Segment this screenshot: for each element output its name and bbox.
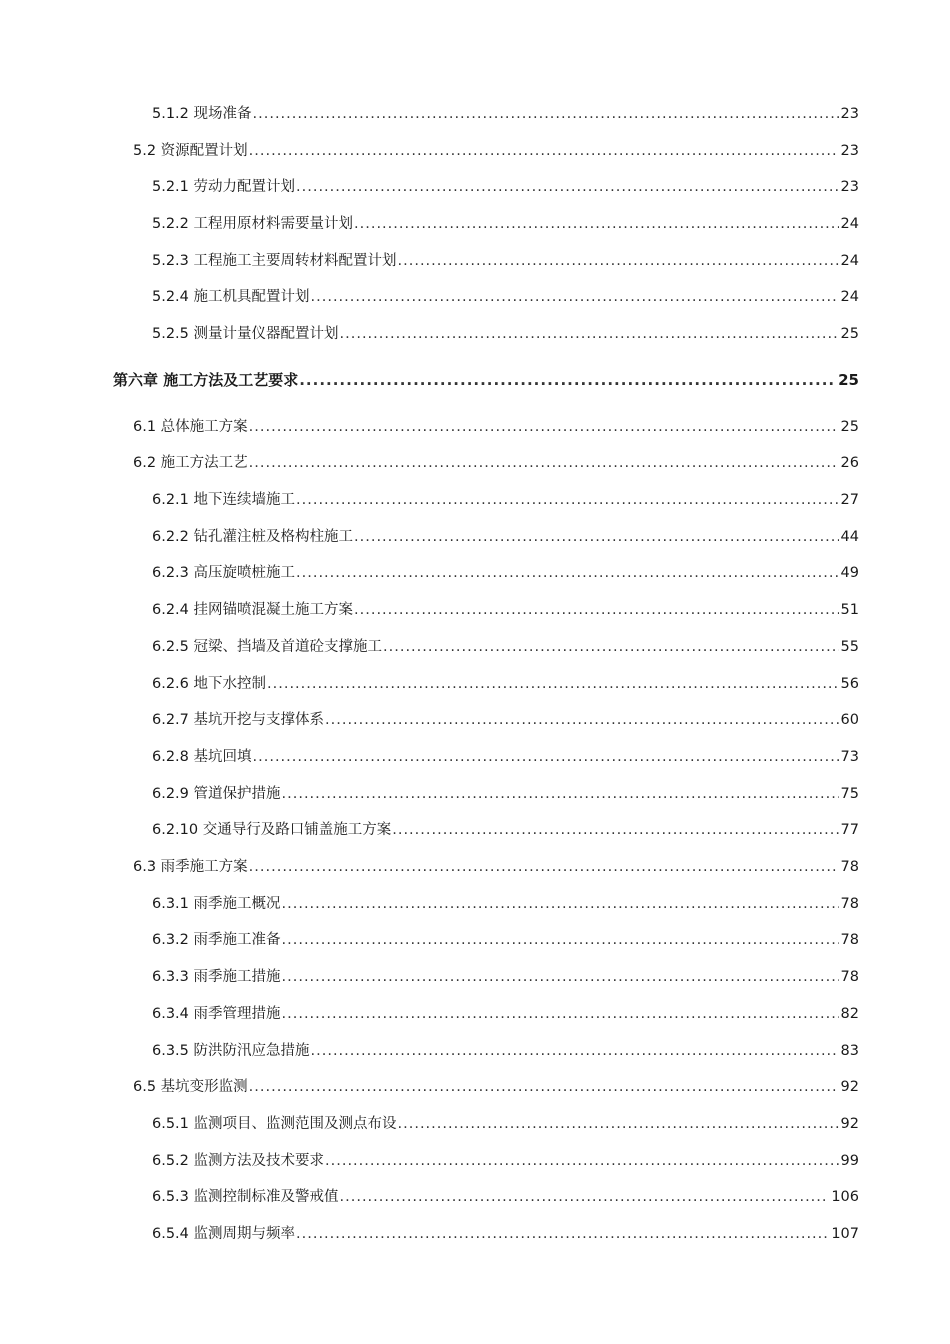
toc-entry-5-2-5[interactable] bbox=[152, 322, 859, 346]
toc-entry-page: 23 bbox=[840, 106, 859, 122]
toc-entry-page: 24 bbox=[840, 216, 859, 232]
toc-entry-page: 99 bbox=[840, 1153, 859, 1169]
dot-leader bbox=[296, 1222, 829, 1246]
dot-leader bbox=[282, 1002, 839, 1026]
toc-entry-6-5-4[interactable] bbox=[152, 1222, 859, 1246]
toc-entry-6-2-7[interactable] bbox=[152, 708, 859, 732]
dot-leader bbox=[249, 139, 839, 163]
dot-leader bbox=[383, 635, 839, 659]
toc-entry-label: 6.2.7 基坑开挖与支撑体系 bbox=[152, 712, 325, 728]
toc-entry-5-2-1[interactable] bbox=[152, 175, 859, 199]
toc-entry-page: 24 bbox=[840, 289, 859, 305]
dot-leader bbox=[282, 892, 839, 916]
toc-entry-5-2-4[interactable] bbox=[152, 285, 859, 309]
dot-leader bbox=[249, 1075, 839, 1099]
dot-leader bbox=[340, 1185, 830, 1209]
toc-entry-6-5-3[interactable] bbox=[152, 1185, 859, 1209]
toc-entry-page: 26 bbox=[840, 455, 859, 471]
dot-leader bbox=[282, 928, 839, 952]
toc-entry-label: 6.1 总体施工方案 bbox=[133, 419, 248, 435]
toc-entry-page: 83 bbox=[840, 1043, 859, 1059]
dot-leader bbox=[311, 285, 839, 309]
toc-entry-6-3[interactable] bbox=[133, 855, 859, 879]
toc-entry-page: 23 bbox=[840, 179, 859, 195]
dot-leader bbox=[311, 1039, 839, 1063]
dot-leader bbox=[249, 415, 839, 439]
toc-entry-label: 6.2.2 钻孔灌注桩及格构柱施工 bbox=[152, 529, 354, 545]
toc-entry-6-2-6[interactable] bbox=[152, 672, 859, 696]
toc-entry-label: 6.5.2 监测方法及技术要求 bbox=[152, 1153, 325, 1169]
dot-leader bbox=[354, 525, 839, 549]
toc-entry-6-5-2[interactable] bbox=[152, 1149, 859, 1173]
toc-entry-6-3-2[interactable] bbox=[152, 928, 859, 952]
toc-entry-page: 78 bbox=[840, 932, 859, 948]
toc-entry-label: 6.2.9 管道保护措施 bbox=[152, 786, 281, 802]
toc-entry-6-3-1[interactable] bbox=[152, 892, 859, 916]
toc-entry-page: 78 bbox=[840, 859, 859, 875]
toc-entry-6-2-5[interactable] bbox=[152, 635, 859, 659]
toc-entry-label: 6.2.1 地下连续墙施工 bbox=[152, 492, 296, 508]
toc-entry-page: 44 bbox=[840, 529, 859, 545]
toc-entry-5-1-2[interactable] bbox=[152, 102, 859, 126]
toc-entry-6-1[interactable] bbox=[133, 415, 859, 439]
toc-entry-label: 5.2.1 劳动力配置计划 bbox=[152, 179, 296, 195]
toc-entry-page: 92 bbox=[840, 1079, 859, 1095]
toc-entry-page: 78 bbox=[840, 896, 859, 912]
toc-entry-label: 6.3.3 雨季施工措施 bbox=[152, 969, 281, 985]
toc-entry-label: 6.5.4 监测周期与频率 bbox=[152, 1226, 296, 1242]
toc-entry-page: 25 bbox=[840, 419, 859, 435]
toc-entry-label: 5.2.4 施工机具配置计划 bbox=[152, 289, 310, 305]
toc-entry-6-2-1[interactable] bbox=[152, 488, 859, 512]
dot-leader bbox=[282, 965, 839, 989]
dot-leader bbox=[354, 598, 839, 622]
toc-entry-label: 6.2 施工方法工艺 bbox=[133, 455, 248, 471]
dot-leader bbox=[325, 708, 839, 732]
toc-entry-label: 6.3.4 雨季管理措施 bbox=[152, 1006, 281, 1022]
toc-entry-page: 107 bbox=[831, 1226, 859, 1242]
toc-entry-label: 5.2.5 测量计量仪器配置计划 bbox=[152, 326, 339, 342]
toc-entry-label: 6.5.3 监测控制标准及警戒值 bbox=[152, 1189, 339, 1205]
toc-entry-page: 25 bbox=[838, 371, 859, 389]
toc-entry-6-2-3[interactable] bbox=[152, 561, 859, 585]
toc-entry-page: 23 bbox=[840, 143, 859, 159]
toc-entry-label: 5.2.2 工程用原材料需要量计划 bbox=[152, 216, 354, 232]
toc-entry-label: 6.3.5 防洪防汛应急措施 bbox=[152, 1043, 310, 1059]
toc-entry-page: 55 bbox=[840, 639, 859, 655]
toc-entry-page: 73 bbox=[840, 749, 859, 765]
toc-entry-6-2-2[interactable] bbox=[152, 525, 859, 549]
toc-entry-label: 5.2.3 工程施工主要周转材料配置计划 bbox=[152, 253, 397, 269]
dot-leader bbox=[282, 782, 839, 806]
toc-entry-page: 24 bbox=[840, 253, 859, 269]
toc-entry-6-3-5[interactable] bbox=[152, 1039, 859, 1063]
toc-entry-page: 27 bbox=[840, 492, 859, 508]
toc-entry-label: 6.2.6 地下水控制 bbox=[152, 676, 267, 692]
toc-entry-6-3-3[interactable] bbox=[152, 965, 859, 989]
toc-entry-label: 6.2.8 基坑回填 bbox=[152, 749, 252, 765]
toc-entry-label: 6.2.3 高压旋喷桩施工 bbox=[152, 565, 296, 581]
toc-entry-page: 82 bbox=[840, 1006, 859, 1022]
toc-entry-label: 6.2.5 冠梁、挡墙及首道砼支撑施工 bbox=[152, 639, 383, 655]
dot-leader bbox=[267, 672, 839, 696]
toc-entry-5-2-3[interactable] bbox=[152, 249, 859, 273]
toc-entry-label: 6.5.1 监测项目、监测范围及测点布设 bbox=[152, 1116, 397, 1132]
toc-entry-chapter-6[interactable] bbox=[113, 368, 859, 392]
toc-entry-page: 77 bbox=[840, 822, 859, 838]
dot-leader bbox=[398, 249, 839, 273]
toc-entry-page: 106 bbox=[831, 1189, 859, 1205]
toc-entry-label: 6.2.4 挂网锚喷混凝土施工方案 bbox=[152, 602, 354, 618]
toc-entry-label: 6.3 雨季施工方案 bbox=[133, 859, 248, 875]
toc-entry-label: 6.5 基坑变形监测 bbox=[133, 1079, 248, 1095]
dot-leader bbox=[325, 1149, 839, 1173]
dot-leader bbox=[299, 368, 836, 392]
toc-entry-label: 6.3.2 雨季施工准备 bbox=[152, 932, 281, 948]
dot-leader bbox=[398, 1112, 839, 1136]
toc-entry-page: 75 bbox=[840, 786, 859, 802]
toc-entry-6-2-10[interactable] bbox=[152, 818, 859, 842]
toc-entry-label: 6.2.10 交通导行及路口铺盖施工方案 bbox=[152, 822, 392, 838]
toc-entry-6-2-4[interactable] bbox=[152, 598, 859, 622]
toc-entry-6-5-1[interactable] bbox=[152, 1112, 859, 1136]
dot-leader bbox=[354, 212, 839, 236]
toc-entry-page: 25 bbox=[840, 326, 859, 342]
toc-entry-6-2-9[interactable] bbox=[152, 782, 859, 806]
toc-entry-label: 第六章 施工方法及工艺要求 bbox=[113, 371, 299, 389]
dot-leader bbox=[249, 855, 839, 879]
toc-entry-6-2[interactable] bbox=[133, 451, 859, 475]
toc-entry-page: 78 bbox=[840, 969, 859, 985]
toc-entry-page: 51 bbox=[840, 602, 859, 618]
dot-leader bbox=[340, 322, 839, 346]
toc-entry-label: 6.3.1 雨季施工概况 bbox=[152, 896, 281, 912]
toc-entry-6-2-8[interactable] bbox=[152, 745, 859, 769]
dot-leader bbox=[253, 102, 839, 126]
toc-entry-5-2-2[interactable] bbox=[152, 212, 859, 236]
dot-leader bbox=[253, 745, 839, 769]
dot-leader bbox=[296, 488, 839, 512]
toc-entry-label: 5.1.2 现场准备 bbox=[152, 106, 252, 122]
toc-entry-label: 5.2 资源配置计划 bbox=[133, 143, 248, 159]
toc-entry-6-5[interactable] bbox=[133, 1075, 859, 1099]
toc-entry-page: 92 bbox=[840, 1116, 859, 1132]
toc-entry-page: 49 bbox=[840, 565, 859, 581]
dot-leader bbox=[392, 818, 838, 842]
toc-entry-6-3-4[interactable] bbox=[152, 1002, 859, 1026]
toc-entry-5-2[interactable] bbox=[133, 139, 859, 163]
toc-entry-page: 56 bbox=[840, 676, 859, 692]
dot-leader bbox=[296, 561, 839, 585]
toc-entry-page: 60 bbox=[840, 712, 859, 728]
dot-leader bbox=[296, 175, 839, 199]
dot-leader bbox=[249, 451, 839, 475]
